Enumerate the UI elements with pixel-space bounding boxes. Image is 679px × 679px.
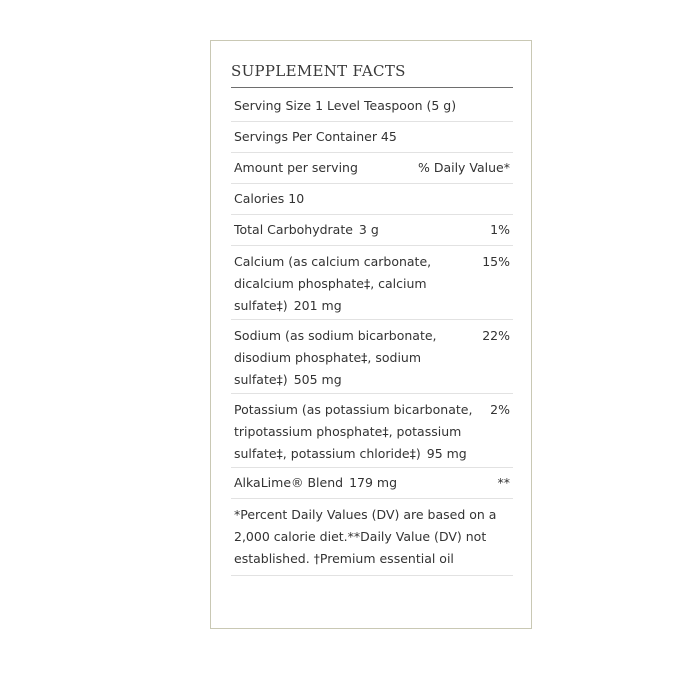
nutrient-name: AlkaLime® Blend xyxy=(234,475,344,490)
daily-value-header: % Daily Value* xyxy=(417,160,510,175)
nutrient-daily-value: 1% xyxy=(490,222,510,237)
calories: Calories 10 xyxy=(234,191,305,206)
nutrient-name: Sodium (as sodium bicarbonate, disodium phosphate‡, sodium sulfate‡) xyxy=(234,328,437,387)
nutrient-amount: 3 g xyxy=(358,222,379,237)
nutrient-name: Total Carbohydrate xyxy=(234,222,353,237)
calories-row xyxy=(231,184,513,215)
nutrient-daily-value: 2% xyxy=(490,402,510,417)
nutrient-name: Potassium (as potassium bicarbonate, tripotassium phosphate‡, potassium sulfate‡, potassium chloride‡) xyxy=(234,402,473,461)
nutrient-label xyxy=(234,251,482,317)
serving-size: Serving Size 1 Level Teaspoon (5 g) xyxy=(234,98,457,113)
nutrient-label xyxy=(234,399,490,465)
nutrient-label xyxy=(234,472,498,494)
nutrient-row-total-carbohydrate xyxy=(231,215,513,246)
supplement-facts-panel xyxy=(210,40,532,629)
nutrient-label xyxy=(234,325,482,391)
nutrient-daily-value: 22% xyxy=(482,328,510,343)
nutrient-amount: 95 mg xyxy=(426,446,467,461)
nutrient-row-alkalime-blend xyxy=(231,468,513,499)
nutrient-row-sodium xyxy=(231,320,513,394)
nutrient-amount: 179 mg xyxy=(349,475,398,490)
nutrient-daily-value: ** xyxy=(497,475,510,490)
footnote-row xyxy=(231,499,513,576)
nutrient-amount: 505 mg xyxy=(293,372,342,387)
facts-table xyxy=(231,91,513,576)
footnote: *Percent Daily Values (DV) are based on a 2,000 calorie diet.**Daily Value (DV) not established. †Premium essential oil xyxy=(234,507,497,566)
nutrient-row-potassium xyxy=(231,394,513,468)
nutrient-name: Calcium (as calcium carbonate, dicalcium phosphate‡, calcium sulfate‡) xyxy=(234,254,432,313)
header-row xyxy=(231,153,513,184)
servings-per-container: Servings Per Container 45 xyxy=(234,129,397,144)
nutrient-amount: 201 mg xyxy=(293,298,342,313)
nutrient-label xyxy=(234,219,490,241)
servings-per-container-row xyxy=(231,122,513,153)
panel-title: SUPPLEMENT FACTS xyxy=(231,61,513,88)
serving-size-row xyxy=(231,91,513,122)
nutrient-daily-value: 15% xyxy=(482,254,510,269)
nutrient-row-calcium xyxy=(231,246,513,320)
amount-per-serving-label: Amount per serving xyxy=(234,160,358,175)
